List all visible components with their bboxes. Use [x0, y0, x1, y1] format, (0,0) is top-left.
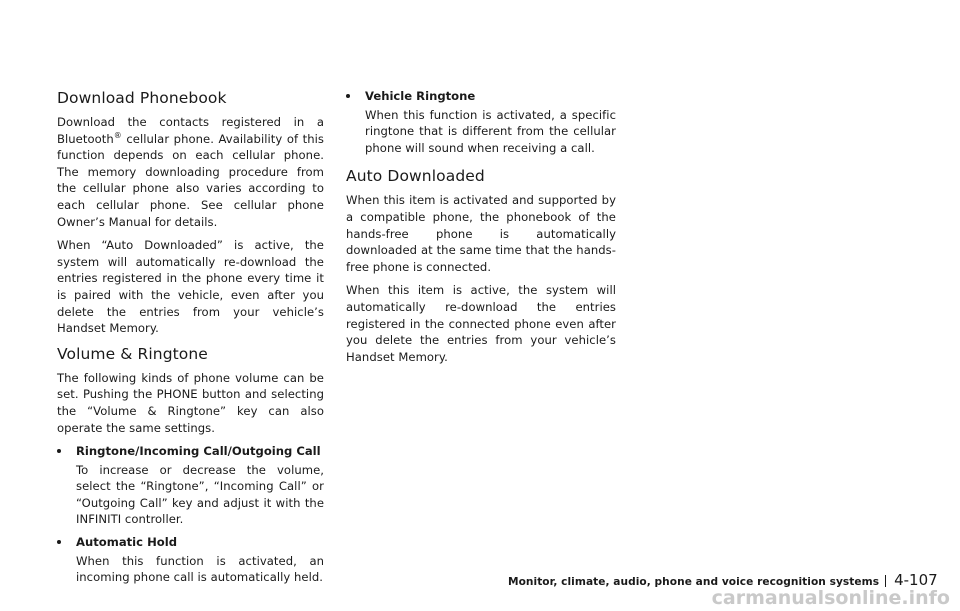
bullet-title: Ringtone/Incoming Call/Outgoing Call: [76, 444, 321, 459]
volume-ringtone-section: [57, 344, 324, 586]
volume-ringtone-heading: Volume & Ringtone: [57, 344, 208, 363]
bullet-dot-icon: [57, 449, 61, 453]
footer-section-title: Monitor, climate, audio, phone and voice recognition systems: [508, 576, 880, 588]
bullet-text: When this function is activated, an incoming phone call is automatically held.: [76, 553, 324, 585]
page-number: 4-107: [894, 571, 938, 589]
paragraph-text: cellular phone. Availability of this function depends on each cellular phone. The memory downloading procedure from the cellular phone also varies according to each cellular phone. See cellular phone Owner’s Manual for details.: [57, 131, 324, 229]
bullet-title: Automatic Hold: [76, 535, 178, 550]
bullet-title: Vehicle Ringtone: [365, 89, 476, 103]
right-column: [346, 88, 616, 372]
bullet-text: To increase or decrease the volume, select the “Ringtone”, “Incoming Call” or “Outgoing Call” key and adjust it with the INFINITI controller.: [76, 462, 324, 527]
registered-mark: ®: [113, 130, 122, 140]
footer-divider: [885, 575, 886, 587]
left-column: [57, 88, 324, 592]
volume-ringtone-intro: The following kinds of phone volume can be set. Pushing the PHONE button and selecting the “Volume & Ringtone” key can also operate the same settings.: [57, 370, 324, 435]
bullet-text: When this function is activated, a specific ringtone that is different from the cellular phone will sound when receiving a call.: [365, 107, 616, 155]
bullet-item-automatic-hold: [57, 534, 324, 586]
bullet-item-vehicle-ringtone: [346, 88, 616, 156]
bullet-item-ringtone: [57, 443, 324, 528]
download-phonebook-paragraph-1: [57, 114, 324, 230]
watermark: carmanualsonline.info: [711, 587, 950, 609]
auto-downloaded-section: [346, 166, 616, 365]
auto-downloaded-paragraph-1: When this item is activated and supported by a compatible phone, the phonebook of the hands-free phone is automatically downloaded at the same time that the hands-free phone is connected.: [346, 193, 616, 274]
download-phonebook-paragraph-2: When “Auto Downloaded” is active, the system will automatically re-download the entries registered in the phone every time it is paired with the vehicle, even after you delete the entries from your vehicle’s Handset Memory.: [57, 238, 324, 336]
download-phonebook-section: [57, 88, 324, 337]
paragraph-text: Download the contacts registered in a Bluetooth: [57, 115, 324, 146]
auto-downloaded-heading: Auto Downloaded: [346, 167, 485, 186]
bullet-dot-icon: [57, 540, 61, 544]
bullet-dot-icon: [346, 94, 350, 98]
download-phonebook-heading: Download Phonebook: [57, 89, 227, 107]
auto-downloaded-paragraph-2: When this item is active, the system will automatically re-download the entries registered in the connected phone even after you delete the entries from your vehicle’s Handset Memory.: [346, 283, 616, 364]
